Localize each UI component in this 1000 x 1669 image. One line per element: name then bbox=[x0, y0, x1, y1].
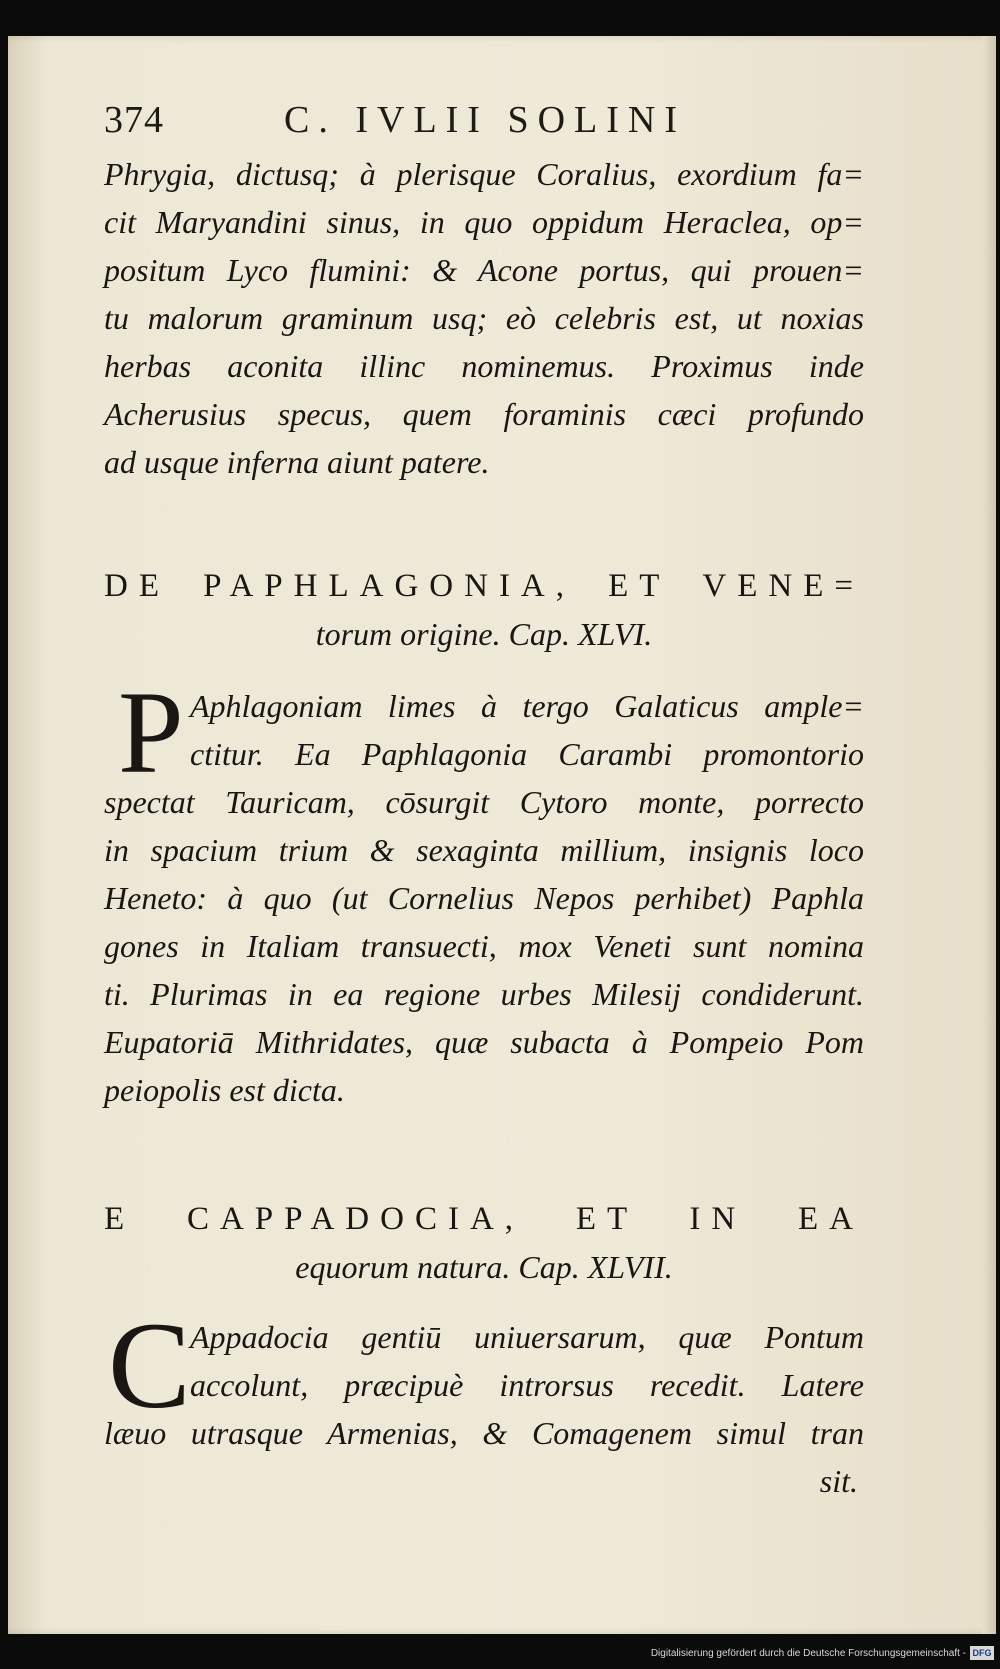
page-edge bbox=[982, 36, 996, 1634]
text-line: positum Lyco flumini: & Acone portus, qui prouen= bbox=[104, 252, 864, 288]
text-line: ctitur. Ea Paphlagonia Carambi promontorio bbox=[190, 736, 864, 772]
chapter-heading-sub: equorum natura. Cap. XLVII. bbox=[295, 1249, 673, 1285]
paragraph-phrygia bbox=[104, 150, 864, 486]
chapter-heading-main: E CAPPADOCIA, ET IN EA bbox=[104, 1201, 864, 1237]
text-line: tu malorum graminum usq; eò celebris est, ut noxias bbox=[104, 300, 864, 336]
text-line: Phrygia, dictusq; à plerisque Coralius, exordium fa= bbox=[104, 156, 864, 192]
text-line: accolunt, præcipuè introrsus recedit. Latere bbox=[190, 1367, 864, 1403]
running-title: C. IVLII SOLINI bbox=[284, 99, 687, 141]
footer-bar bbox=[0, 1634, 1000, 1669]
text-line: Aphlagoniam limes à tergo Galaticus ample= bbox=[190, 688, 864, 724]
chapter-heading-main: DE PAPHLAGONIA, ET VENE= bbox=[104, 568, 864, 604]
page-number: 374 bbox=[104, 99, 164, 141]
text-line: Acherusius specus, quem foraminis cæci profundo bbox=[104, 396, 864, 432]
text-line: ad usque inferna aiunt patere. bbox=[104, 444, 490, 480]
text-line: læuo utrasque Armenias, & Comagenem simul tran bbox=[104, 1415, 864, 1451]
text-line: in spacium trium & sexaginta millium, insignis loco bbox=[104, 832, 864, 868]
text-line: spectat Tauricam, cōsurgit Cytoro monte, porrecto bbox=[104, 784, 864, 820]
paragraph-paphlagonia bbox=[104, 682, 864, 1114]
text-line: ti. Plurimas in ea regione urbes Milesij condiderunt. bbox=[104, 976, 864, 1012]
paragraph-cappadocia bbox=[104, 1313, 864, 1505]
chapter-46-heading bbox=[104, 562, 864, 658]
drop-cap-p: P bbox=[118, 667, 184, 798]
footer-credit: Digitalisierung gefördert durch die Deutsche Forschungsgemeinschaft - bbox=[650, 1648, 966, 1659]
running-head bbox=[104, 98, 724, 146]
text-line: cit Maryandini sinus, in quo oppidum Heraclea, op= bbox=[104, 204, 864, 240]
chapter-heading-sub: torum origine. Cap. XLVI. bbox=[315, 616, 653, 652]
text-line: peiopolis est dicta. bbox=[104, 1072, 345, 1108]
text-line: gones in Italiam transuecti, mox Veneti sunt nomina bbox=[104, 928, 864, 964]
chapter-47-heading bbox=[104, 1195, 864, 1291]
drop-cap-c: C bbox=[108, 1297, 191, 1434]
text-line: herbas aconita illinc nominemus. Proximus inde bbox=[104, 348, 864, 384]
text-line: Eupatoriā Mithridates, quæ subacta à Pompeio Pom bbox=[104, 1024, 864, 1060]
dfg-logo-icon: DFG bbox=[970, 1646, 994, 1660]
text-line: Appadocia gentiū uniuersarum, quæ Pontum bbox=[190, 1319, 864, 1355]
catchword: sit. bbox=[819, 1463, 858, 1499]
text-line: Heneto: à quo (ut Cornelius Nepos perhibet) Paphla bbox=[104, 880, 864, 916]
